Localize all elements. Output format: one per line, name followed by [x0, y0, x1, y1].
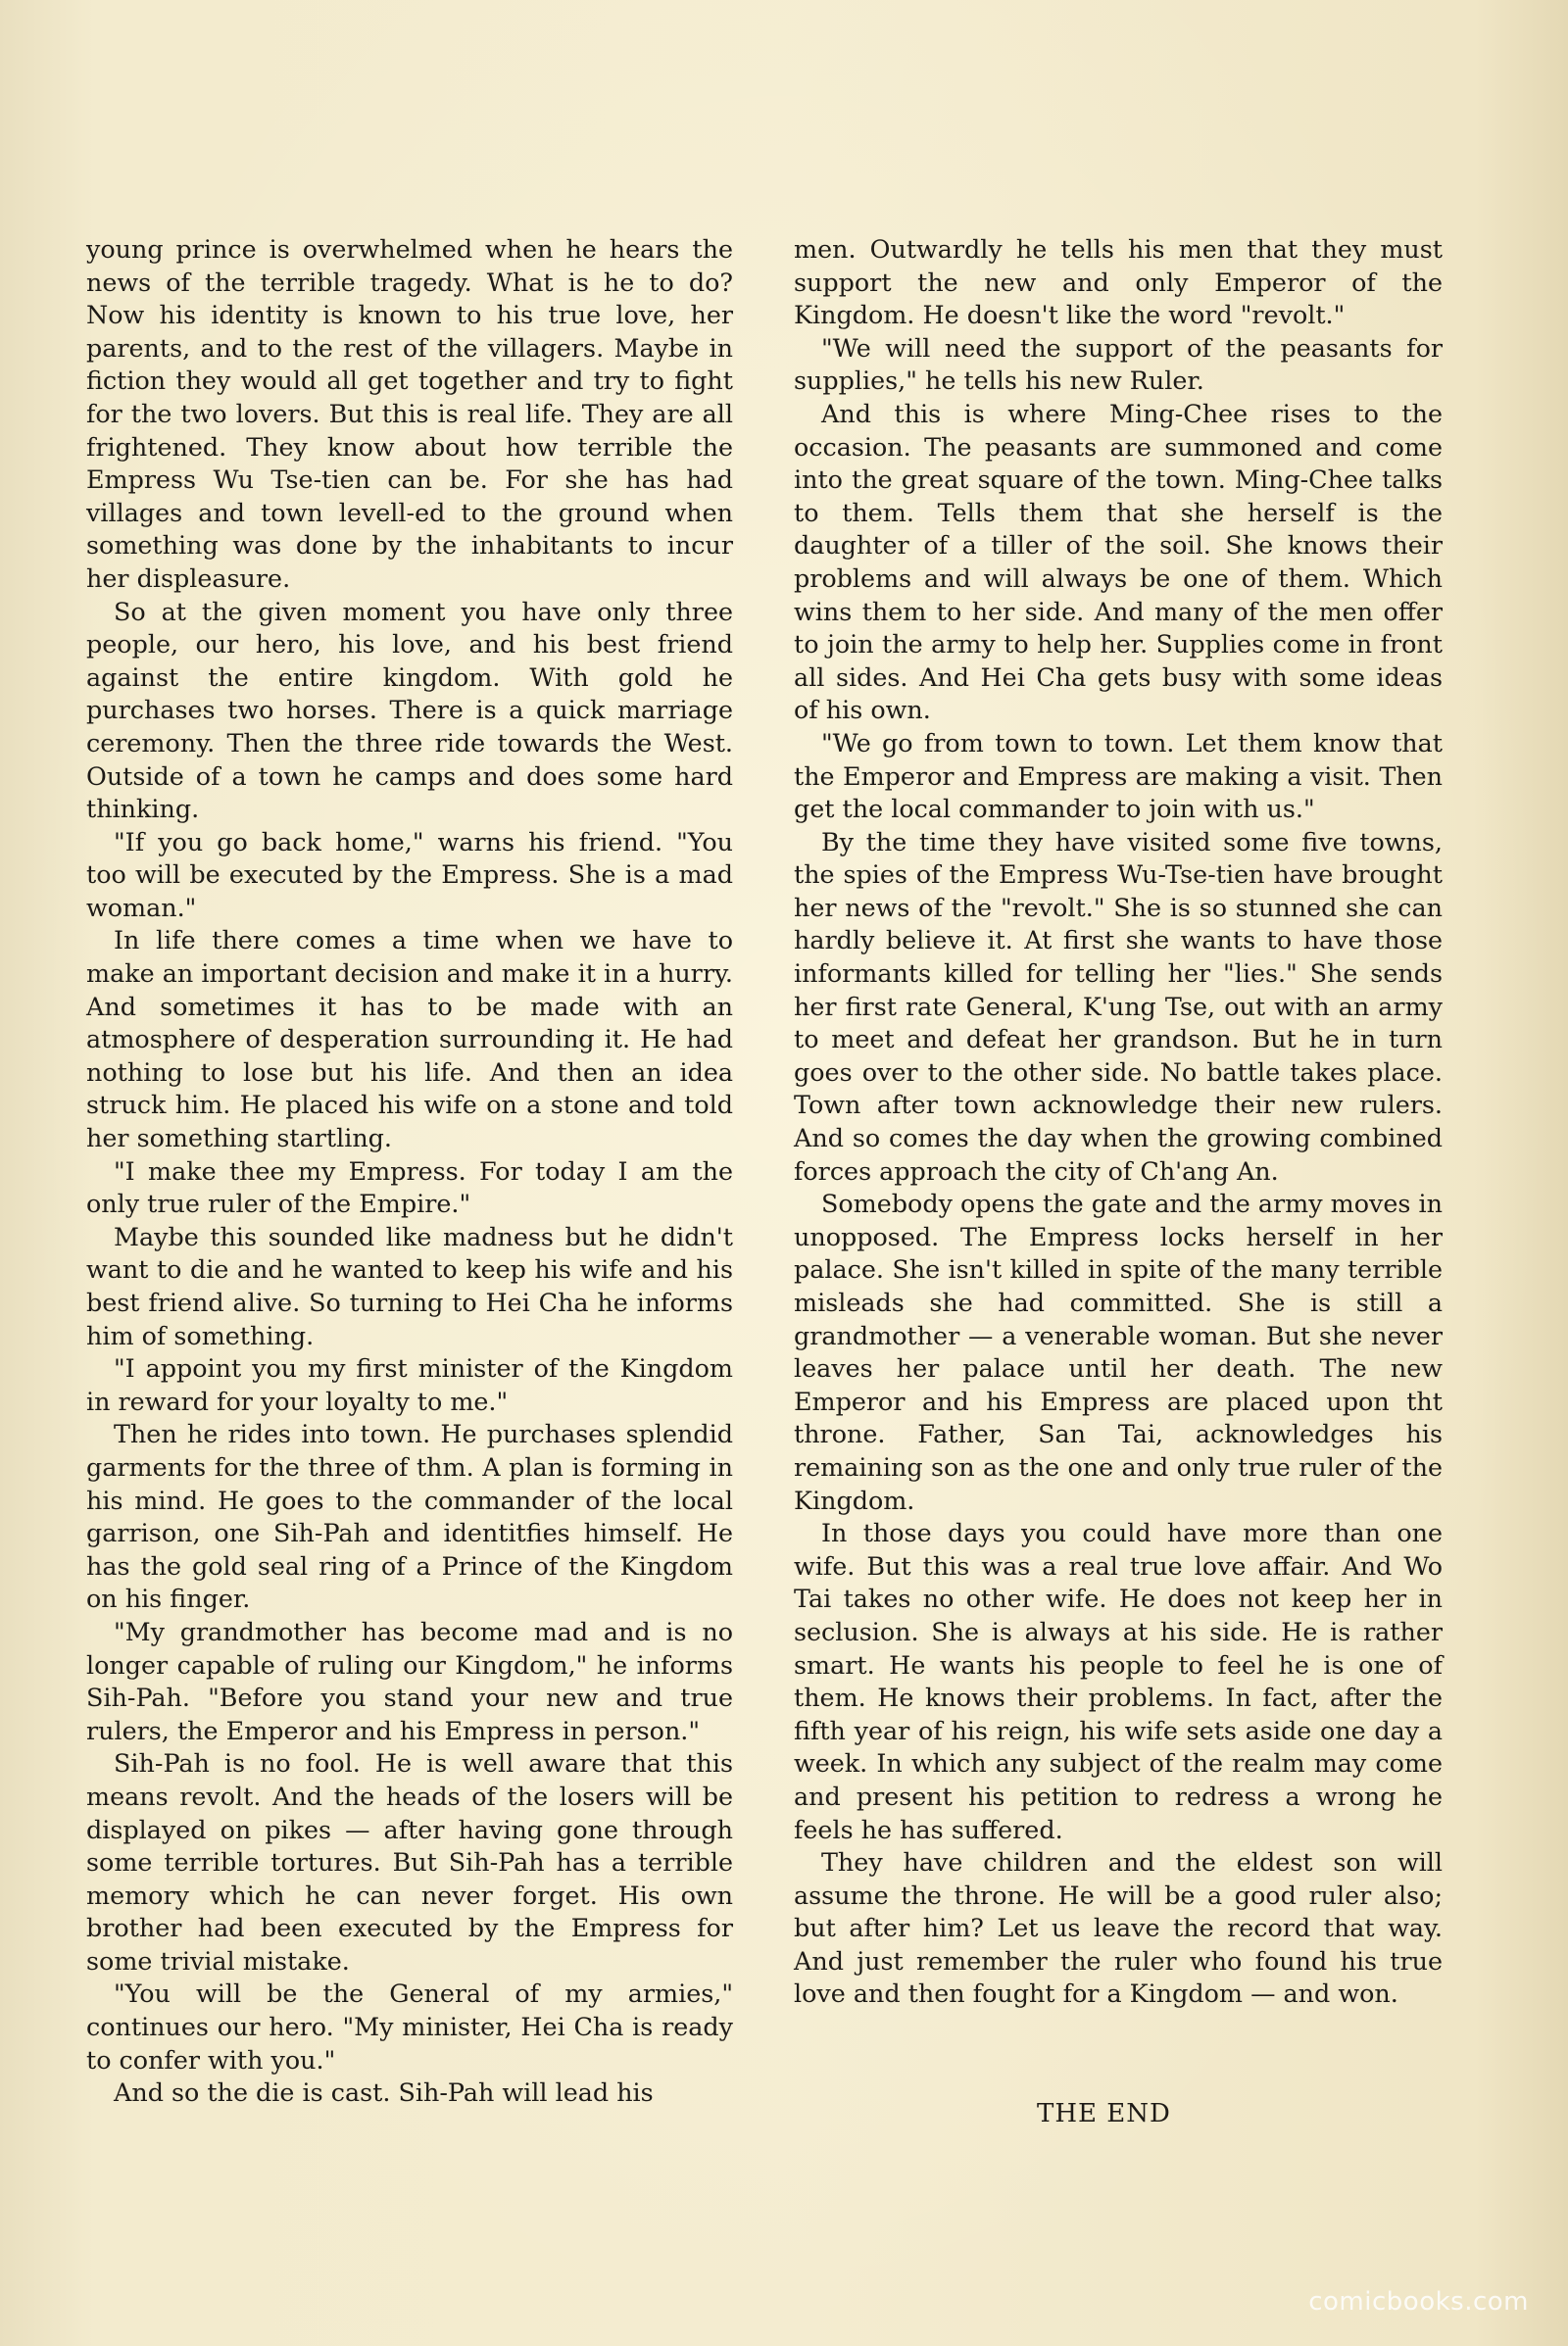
- the-end-heading: THE END: [1037, 2099, 1171, 2128]
- paragraph: So at the given moment you have only three people, our hero, his love, and his best friend against the entire kingdom. With gold he purchases two horses. There is a quick marriage ceremony. Then the three ride towards the West. Outside of a town he camps and does some hard thinking.: [86, 596, 733, 824]
- paragraph: men. Outwardly he tells his men that they must support the new and only Emperor of the Kingdom. He doesn't like the word "revolt.": [794, 234, 1443, 330]
- paragraph: In those days you could have more than one wife. But this was a real true love affair. And Wo Tai takes no other wife. He does not keep her in seclusion. She is always at his side. He is rather smart. He wants his people to feel he is one of them. He knows their problems. In fact, after the fifth year of his reign, his wife sets aside one day a week. In which any subject of the realm may come and present his petition to redress a wrong he feels he has suffered.: [794, 1518, 1443, 1844]
- paragraph: Somebody opens the gate and the army moves in unopposed. The Empress locks herself in her palace. She isn't killed in spite of the many terrible misleads she had committed. She is still a grandmother — a venerable woman. But she never leaves her palace until her death. The new Emperor and his Empress are placed upon tht throne. Father, San Tai, acknowledges his remaining son as the one and only true ruler of the Kingdom.: [794, 1189, 1443, 1515]
- paragraph: And this is where Ming-Chee rises to the occasion. The peasants are summoned and come into the great square of the town. Ming-Chee talks to them. Tells them that she herself is the daughter of a tiller of the soil. She knows their problems and will always be one of them. Which wins them to her side. And many of the men offer to join the army to help her. Supplies come in front all sides. And Hei Cha gets busy with some ideas of his own.: [794, 398, 1443, 725]
- paragraph: "We will need the support of the peasants for supplies," he tells his new Ruler.: [794, 332, 1443, 396]
- paragraph: By the time they have visited some five towns, the spies of the Empress Wu-Tse-tien have brought her news of the "revolt." She is so stunned she can hardly believe it. At first she wants to have those informants killed for telling her "lies." She sends her first rate General, K'ung Tse, out with an army to meet and defeat her grandson. But he in turn goes over to the other side. No battle takes place. Town after town acknowledge their new rulers. And so comes the day when the growing combined forces approach the city of Ch'ang An.: [794, 826, 1443, 1186]
- paragraph: They have children and the eldest son will assume the throne. He will be a good ruler also; but after him? Let us leave the record that way. And just remember the ruler who found his true love and then fought for a Kingdom — and won.: [794, 1847, 1443, 2009]
- right-column: [794, 233, 1443, 2011]
- paragraph: "My grandmother has become mad and is no longer capable of ruling our Kingdom," he informs Sih-Pah. "Before you stand your new and true rulers, the Emperor and his Empress in person.": [86, 1616, 733, 1745]
- paragraph: "You will be the General of my armies," continues our hero. "My minister, Hei Cha is ready to confer with you.": [86, 1979, 733, 2075]
- paragraph: Maybe this sounded like madness but he didn't want to die and he wanted to keep his wife and his best friend alive. So turning to Hei Cha he informs him of something.: [86, 1221, 733, 1350]
- left-column: [86, 233, 733, 2110]
- paragraph: "If you go back home," warns his friend. "You too will be executed by the Empress. She is a mad woman.": [86, 826, 733, 922]
- paragraph: In life there comes a time when we have to make an important decision and make it in a hurry. And sometimes it has to be made with an atmosphere of desperation surrounding it. He had nothing to lose but his life. And then an idea struck him. He placed his wife on a stone and told her something startling.: [86, 925, 733, 1153]
- paragraph: "I appoint you my first minister of the Kingdom in reward for your loyalty to me.": [86, 1353, 733, 1416]
- paragraph: Sih-Pah is no fool. He is well aware that this means revolt. And the heads of the losers will be displayed on pikes — after having gone through some terrible tortures. But Sih-Pah has a terrible memory which he can never forget. His own brother had been executed by the Empress for some trivial mistake.: [86, 1748, 733, 1976]
- paragraph: young prince is overwhelmed when he hears the news of the terrible tragedy. What is he to do? Now his identity is known to his true love, her parents, and to the rest of the villagers. Maybe in fiction they would all get together and try to fight for the two lovers. But this is real life. They are all frightened. They know about how terrible the Empress Wu Tse-tien can be. For she has had villages and town levell-ed to the ground when something was done by the inhabitants to incur her displeasure.: [86, 234, 733, 593]
- paragraph: And so the die is cast. Sih-Pah will lead his: [114, 2077, 654, 2108]
- watermark: comicbooks.com: [1308, 2287, 1529, 2317]
- paragraph: "I make thee my Empress. For today I am the only true ruler of the Empire.": [86, 1155, 733, 1219]
- paragraph: "We go from town to town. Let them know that the Emperor and Empress are making a visit. Then get the local commander to join with us.": [794, 727, 1443, 824]
- paragraph: Then he rides into town. He purchases splendid garments for the three of thm. A plan is forming in his mind. He goes to the commander of the local garrison, one Sih-Pah and identitfies himself. He has the gold seal ring of a Prince of the Kingdom on his finger.: [86, 1419, 733, 1614]
